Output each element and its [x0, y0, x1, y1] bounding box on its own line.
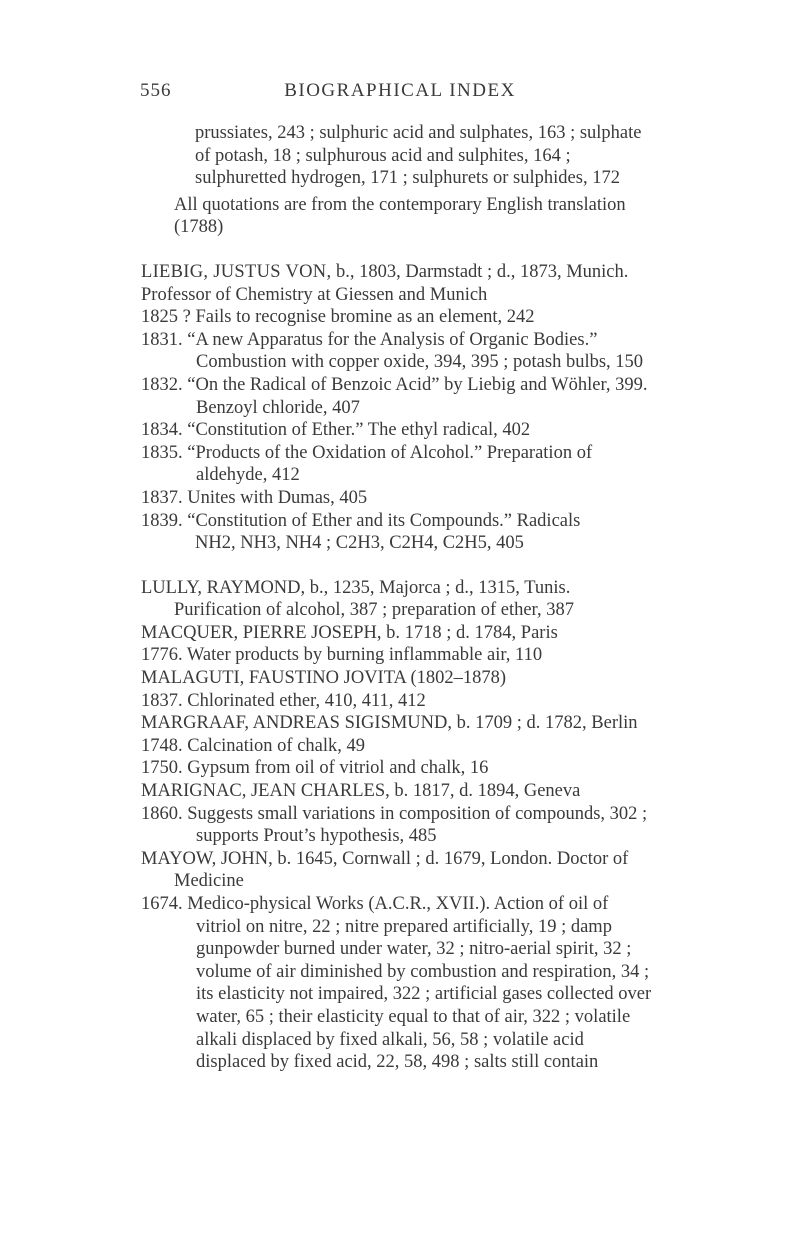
- year-entry: 1750. Gypsum from oil of vitriol and chalk, 16: [141, 758, 489, 779]
- chemical-formulae: NH2, NH3, NH4 ; C2H3, C2H4, C2H5, 405: [195, 533, 524, 554]
- year-entry: 1860. Suggests small variations in composition of compounds, 302 ; supports Prout’s hypothesis, 485: [141, 803, 648, 847]
- year-entry: 1832. “On the Radical of Benzoic Acid” by Liebig and Wöhler, 399. Benzoyl chloride, 407: [141, 374, 648, 418]
- page-title: BIOGRAPHICAL INDEX: [284, 80, 516, 101]
- year-entry: 1831. “A new Apparatus for the Analysis of Organic Bodies.” Combustion with copper oxide, 394, 395 ; potash bulbs, 150: [141, 329, 644, 373]
- entry-name: LIEBIG, JUSTUS VON,: [141, 261, 332, 282]
- year-entry: 1839. “Constitution of Ether and its Compounds.” Radicals: [141, 510, 581, 531]
- year-entry: 1835. “Products of the Oxidation of Alcohol.” Preparation of aldehyde, 412: [141, 442, 593, 486]
- year-entry: 1837. Unites with Dumas, 405: [141, 487, 368, 508]
- year-entry: 1834. “Constitution of Ether.” The ethyl radical, 402: [141, 420, 531, 441]
- year-entry: 1748. Calcination of chalk, 49: [141, 735, 366, 756]
- index-body: [0, 122, 800, 1074]
- entry-dates: b., 1803, Darmstadt ; d., 1873, Munich.: [336, 261, 629, 282]
- entry-lully: LULLY, RAYMOND, b., 1235, Majorca ; d., 1315, Tunis. Purification of alcohol, 387 ; preparation of ether, 387: [141, 577, 574, 621]
- entry-malaguti: MALAGUTI, FAUSTINO JOVITA (1802–1878): [141, 668, 507, 689]
- entry-margraaf: MARGRAAF, ANDREAS SIGISMUND, b. 1709 ; d. 1782, Berlin: [141, 713, 638, 734]
- entry-liebig: [0, 261, 800, 284]
- year-entry: 1837. Chlorinated ether, 410, 411, 412: [141, 690, 426, 711]
- translation-note: All quotations are from the contemporary English translation (1788): [174, 194, 626, 238]
- entry-marignac: MARIGNAC, JEAN CHARLES, b. 1817, d. 1894, Geneva: [141, 781, 581, 802]
- entry-description: Professor of Chemistry at Giessen and Munich: [141, 284, 488, 305]
- year-entry: 1825 ? Fails to recognise bromine as an element, 242: [141, 307, 535, 328]
- entry-mayow: MAYOW, JOHN, b. 1645, Cornwall ; d. 1679, London. Doctor of Medicine: [141, 848, 629, 892]
- year-entry: 1776. Water products by burning inflammable air, 110: [141, 645, 543, 666]
- continued-entry: prussiates, 243 ; sulphuric acid and sulphates, 163 ; sulphate of potash, 18 ; sulphurous acid and sulphites, 164 ; sulphuretted hydrogen, 171 ; sulphurets or sulphides, 172: [195, 123, 642, 189]
- page-number: 556: [140, 80, 172, 101]
- year-entry: 1674. Medico-physical Works (A.C.R., XVII.). Action of oil of vitriol on nitre, 22 ; nitre prepared artificially, 19 ; damp gunpowder burned under water, 32 ; nitro-aerial spirit, 32 ; volume of air diminished by combustion and respiration, 34 ; its elasticity not impaired, 322 ; artificial gases collected over water, 65 ; their elasticity equal to that of air, 322 ; volatile alkali displaced by fixed alkali, 56, 58 ; volatile acid displaced by fixed acid, 22, 58, 498 ; salts still contain: [141, 894, 652, 1073]
- entry-macquer: MACQUER, PIERRE JOSEPH, b. 1718 ; d. 1784, Paris: [141, 622, 558, 643]
